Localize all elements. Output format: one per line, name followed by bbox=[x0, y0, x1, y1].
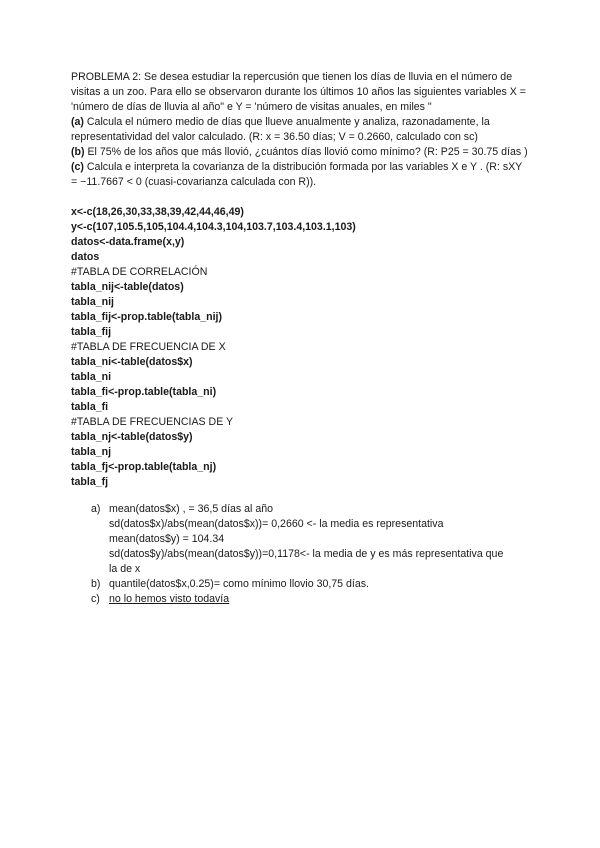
part-a-text: Calcula el número medio de días que llueve anualmente y analiza, razonadamente, la representatividad del valor calculado. (R: x = 36.50 días; V = 0.2660, calculado con sc) bbox=[71, 116, 490, 143]
r-code-block bbox=[71, 205, 531, 490]
code-comment: #TABLA DE FRECUENCIAS DE Y bbox=[71, 416, 234, 428]
code-line: tabla_nj<-table(datos$y) bbox=[71, 431, 193, 443]
code-line: tabla_ni bbox=[71, 371, 112, 383]
part-b-text: El 75% de los años que más llovió, ¿cuántos días llovió como mínimo? (R: P25 = 30.75 días ) bbox=[84, 146, 528, 158]
answer-line: quantile(datos$x,0.25)= como mínimo llovio 30,75 días. bbox=[109, 578, 369, 590]
problem-intro: PROBLEMA 2: Se desea estudiar la repercusión que tienen los días de lluvia en el número de visitas a un zoo. Para ello se observaron durante los últimos 10 años las siguientes variables X = 'número de días de lluvia al año" e Y = 'número de visitas anuales, en miles " bbox=[71, 71, 526, 113]
code-line: tabla_nij<-table(datos) bbox=[71, 281, 184, 293]
answers-list bbox=[71, 502, 531, 607]
part-a-label: (a) bbox=[71, 116, 84, 128]
code-line: tabla_nij bbox=[71, 296, 114, 308]
code-line: datos bbox=[71, 251, 100, 263]
problem-statement bbox=[71, 70, 531, 190]
code-line: y<-c(107,105.5,105,104.4,104.3,104,103.7,103.4,103.1,103) bbox=[71, 221, 356, 233]
answer-line: sd(datos$y)/abs(mean(datos$y))=0,1178<- la media de y es más representativa que bbox=[109, 548, 504, 560]
code-line: tabla_ni<-table(datos$x) bbox=[71, 356, 193, 368]
answer-line: no lo hemos visto todavía bbox=[109, 593, 230, 605]
code-line: tabla_fi<-prop.table(tabla_ni) bbox=[71, 386, 217, 398]
answer-a bbox=[71, 502, 531, 577]
code-line: tabla_fj bbox=[71, 476, 109, 488]
part-c-label: (c) bbox=[71, 161, 84, 173]
answer-line: la de x bbox=[109, 563, 141, 575]
code-line: x<-c(18,26,30,33,38,39,42,44,46,49) bbox=[71, 206, 244, 218]
document-page bbox=[71, 70, 531, 607]
answer-marker: c) bbox=[91, 593, 100, 605]
part-b-label: (b) bbox=[71, 146, 85, 158]
code-line: tabla_fj<-prop.table(tabla_nj) bbox=[71, 461, 217, 473]
answer-marker: a) bbox=[91, 503, 101, 515]
code-line: tabla_nj bbox=[71, 446, 112, 458]
code-line: tabla_fij bbox=[71, 326, 112, 338]
spacer bbox=[71, 190, 531, 205]
answer-line: sd(datos$x)/abs(mean(datos$x))= 0,2660 <- la media es representativa bbox=[109, 518, 444, 530]
answer-c bbox=[71, 592, 531, 607]
part-c-text: Calcula e interpreta la covarianza de la distribución formada por las variables X e Y . (R: sXY = −11.7667 < 0 (cuasi-covarianza calculada con R)). bbox=[71, 161, 523, 188]
code-line: tabla_fi bbox=[71, 401, 109, 413]
answer-line: mean(datos$x) , = 36,5 días al año bbox=[109, 503, 274, 515]
answer-line: mean(datos$y) = 104.34 bbox=[109, 533, 225, 545]
code-comment: #TABLA DE FRECUENCIA DE X bbox=[71, 341, 226, 353]
code-comment: #TABLA DE CORRELACIÓN bbox=[71, 266, 208, 278]
code-line: datos<-data.frame(x,y) bbox=[71, 236, 185, 248]
answer-marker: b) bbox=[91, 578, 101, 590]
answer-b bbox=[71, 577, 531, 592]
code-line: tabla_fij<-prop.table(tabla_nij) bbox=[71, 311, 222, 323]
